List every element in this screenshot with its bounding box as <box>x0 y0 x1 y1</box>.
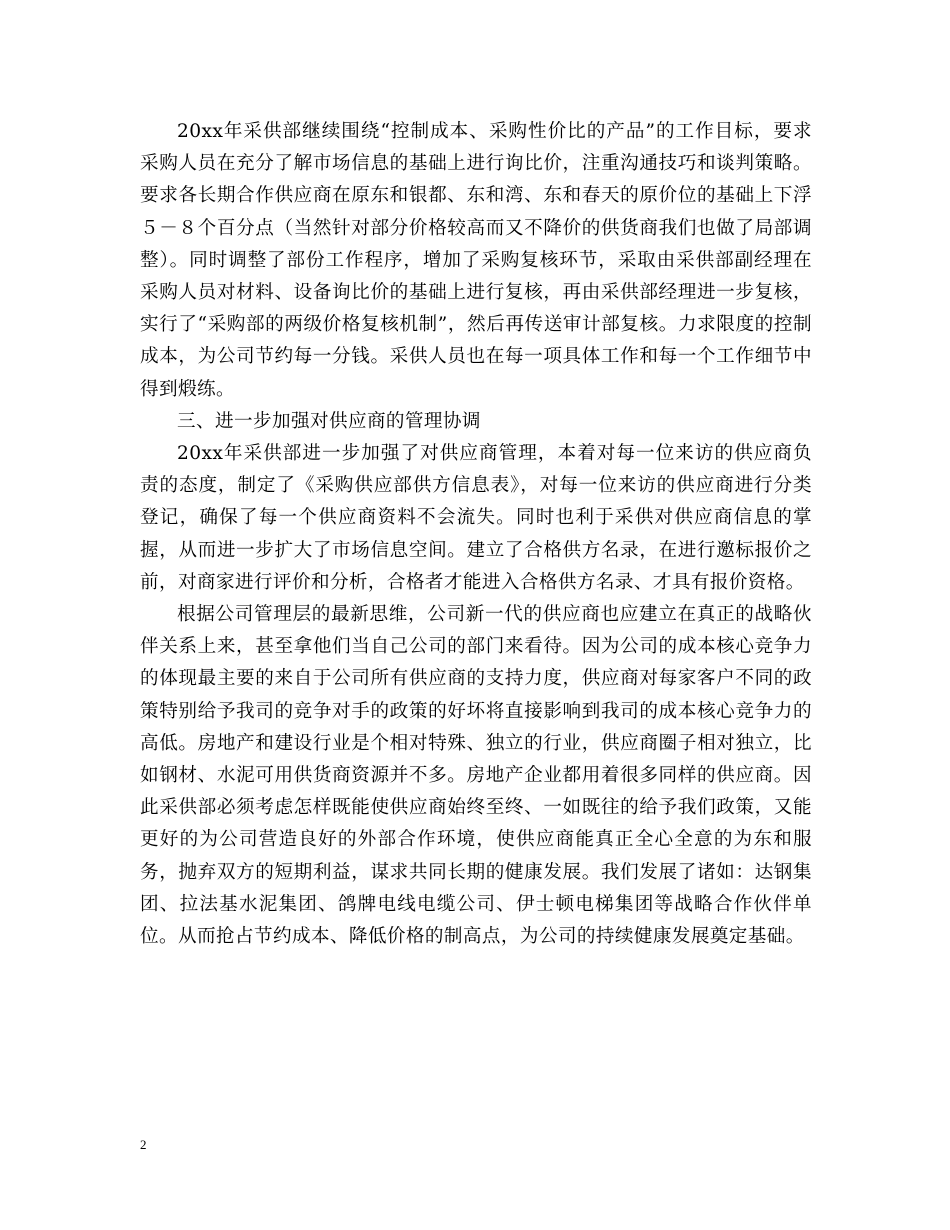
paragraph-strategic-partners: 根据公司管理层的最新思维，公司新一代的供应商也应建立在真正的战略伙伴关系上来，甚至拿他们当自己公司的部门来看待。因为公司的成本核心竞争力的体现最主要的来自于公司所有供应商的支持力度，供应商对每家客户不同的政策特别给予我司的竞争对手的政策的好坏将直接影响到我司的成本核心竞争力的高低。房地产和建设行业是个相对特殊、独立的行业，供应商圈子相对独立，比如钢材、水泥可用供货商资源并不多。房地产企业都用着很多同样的供应商。因此采供部必须考虑怎样既能使供应商始终至终、一如既往的给予我们政策，又能更好的为公司营造良好的外部合作环境，使供应商能真正全心全意的为东和服务，抛弃双方的短期利益，谋求共同长期的健康发展。我们发展了诸如：达钢集团、拉法基水泥集团、鸽牌电线电缆公司、伊士顿电梯集团等战略合作伙伴单位。从而抢占节约成本、降低价格的制高点，为公司的持续健康发展奠定基础。 <box>140 604 812 948</box>
paragraph-cost-control: 20xx年采供部继续围绕“控制成本、采购性价比的产品”的工作目标，要求采购人员在充分了解市场信息的基础上进行询比价，注重沟通技巧和谈判策略。要求各长期合作供应商在原东和银都、东和湾、东和春天的原价位的基础上下浮５－８个百分点（当然针对部分价格较高而又不降价的供货商我们也做了局部调整）。同时调整了部份工作程序，增加了采购复核环节，采取由采供部副经理在采购人员对材料、设备询比价的基础上进行复核，再由采供部经理进一步复核，实行了“采购部的两级价格复核机制”，然后再传送审计部复核。力求限度的控制成本，为公司节约每一分钱。采供人员也在每一项具体工作和每一个工作细节中得到煅练。 <box>140 121 812 400</box>
section-heading-supplier-management: 三、进一步加强对供应商的管理协调 <box>177 410 481 432</box>
paragraph-supplier-registration: 20xx年采供部进一步加强了对供应商管理，本着对每一位来访的供应商负责的态度，制定了《采购供应部供方信息表》，对每一位来访的供应商进行分类登记，确保了每一个供应商资料不会流失。同时也利于采供对供应商信息的掌握，从而进一步扩大了市场信息空间。建立了合格供方名录，在进行邀标报价之前，对商家进行评价和分析，合格者才能进入合格供方名录、才具有报价资格。 <box>140 443 812 593</box>
document-body <box>140 116 812 953</box>
page-number: 2 <box>140 1137 147 1152</box>
